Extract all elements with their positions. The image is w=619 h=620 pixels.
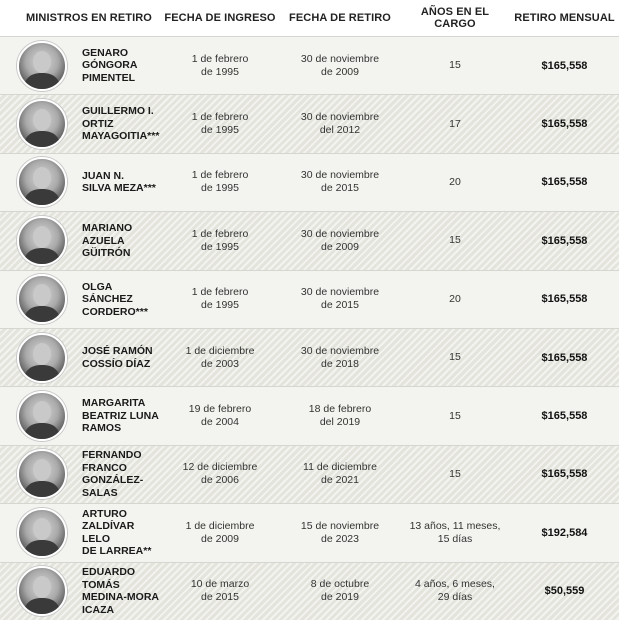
end-date: 11 de diciembre de 2021 (303, 461, 377, 487)
years-in-office: 15 (449, 467, 461, 480)
monthly-pay: $50,559 (544, 585, 585, 598)
minister-cell (0, 157, 160, 207)
minister-cell (0, 216, 160, 266)
years-in-office: 15 (449, 351, 461, 364)
minister-name: JUAN N. SILVA MEZA*** (82, 169, 156, 195)
header-monthly-pay: RETIRO MENSUAL (514, 12, 615, 24)
end-date: 30 de noviembre del 2012 (300, 111, 380, 137)
table-row (0, 211, 619, 269)
start-date: 1 de diciembre de 2003 (185, 344, 255, 370)
years-in-office: 17 (449, 117, 461, 130)
table-row (0, 445, 619, 503)
years-in-office: 13 años, 11 meses, 15 días (409, 519, 501, 545)
monthly-pay: $165,558 (541, 176, 588, 189)
end-date: 30 de noviembre de 2009 (300, 227, 380, 253)
monthly-pay: $165,558 (541, 351, 588, 364)
monthly-pay: $165,558 (541, 293, 588, 306)
table-row (0, 386, 619, 444)
years-in-office: 20 (449, 292, 461, 305)
years-in-office: 15 (449, 409, 461, 422)
table-row (0, 503, 619, 561)
minister-photo (17, 508, 67, 558)
end-date: 30 de noviembre de 2015 (300, 286, 380, 312)
minister-name: FERNANDO FRANCO GONZÁLEZ-SALAS (82, 449, 144, 499)
table-row (0, 94, 619, 152)
header-end-date: FECHA DE RETIRO (289, 12, 391, 24)
minister-cell (0, 41, 160, 91)
start-date: 1 de febrero de 1995 (191, 286, 249, 312)
minister-name: GUILLERMO I. ORTIZ MAYAGOITIA*** (82, 105, 160, 143)
minister-cell (0, 566, 160, 616)
start-date: 19 de febrero de 2004 (188, 403, 252, 429)
monthly-pay: $165,558 (541, 118, 588, 131)
header-years: AÑOS EN EL CARGO (420, 6, 490, 30)
minister-photo (17, 391, 67, 441)
start-date: 10 de marzo de 2015 (190, 578, 250, 604)
monthly-pay: $165,558 (541, 59, 588, 72)
minister-name: EDUARDO TOMÁS MEDINA-MORA ICAZA (82, 566, 159, 616)
start-date: 12 de diciembre de 2006 (182, 461, 258, 487)
table-header (0, 0, 619, 36)
start-date: 1 de febrero de 1995 (191, 52, 249, 78)
end-date: 8 de octubre de 2019 (310, 578, 370, 604)
end-date: 30 de noviembre de 2009 (300, 52, 380, 78)
years-in-office: 15 (449, 59, 461, 72)
minister-cell (0, 274, 160, 324)
minister-photo (17, 157, 67, 207)
minister-cell (0, 391, 160, 441)
table-row (0, 153, 619, 211)
table-row (0, 270, 619, 328)
minister-cell (0, 333, 160, 383)
minister-photo (17, 274, 67, 324)
minister-cell (0, 99, 160, 149)
start-date: 1 de febrero de 1995 (191, 227, 249, 253)
minister-name: MARIANO AZUELA GÜITRÓN (82, 222, 133, 260)
monthly-pay: $165,558 (541, 468, 588, 481)
minister-photo (17, 99, 67, 149)
minister-name: OLGA SÁNCHEZ CORDERO*** (82, 280, 148, 318)
minister-name: ARTURO ZALDÍVAR LELO DE LARREA** (82, 507, 152, 558)
minister-photo (17, 566, 67, 616)
minister-photo (17, 216, 67, 266)
minister-cell (0, 449, 160, 499)
monthly-pay: $165,558 (541, 234, 588, 247)
minister-photo (17, 333, 67, 383)
header-start-date: FECHA DE INGRESO (164, 12, 276, 24)
table-row (0, 36, 619, 94)
end-date: 15 de noviembre de 2023 (300, 519, 380, 545)
monthly-pay: $165,558 (541, 410, 588, 423)
minister-cell (0, 508, 160, 558)
minister-name: GENARO GÓNGORA PIMENTEL (82, 46, 138, 84)
start-date: 1 de febrero de 1995 (191, 111, 249, 137)
minister-name: JOSÉ RAMÓN COSSÍO DÍAZ (82, 345, 153, 370)
table-row (0, 328, 619, 386)
monthly-pay: $192,584 (541, 526, 588, 539)
end-date: 18 de febrero del 2019 (308, 403, 372, 429)
minister-photo (17, 449, 67, 499)
table-body (0, 36, 619, 620)
minister-name: MARGARITA BEATRIZ LUNA RAMOS (82, 397, 159, 435)
start-date: 1 de febrero de 1995 (191, 169, 249, 195)
table-row (0, 562, 619, 620)
minister-photo (17, 41, 67, 91)
years-in-office: 4 años, 6 meses, 29 días (415, 578, 495, 604)
end-date: 30 de noviembre de 2015 (300, 169, 380, 195)
end-date: 30 de noviembre de 2018 (300, 344, 380, 370)
years-in-office: 20 (449, 175, 461, 188)
header-name: MINISTROS EN RETIRO (26, 12, 152, 24)
years-in-office: 15 (449, 234, 461, 247)
start-date: 1 de diciembre de 2009 (185, 519, 255, 545)
